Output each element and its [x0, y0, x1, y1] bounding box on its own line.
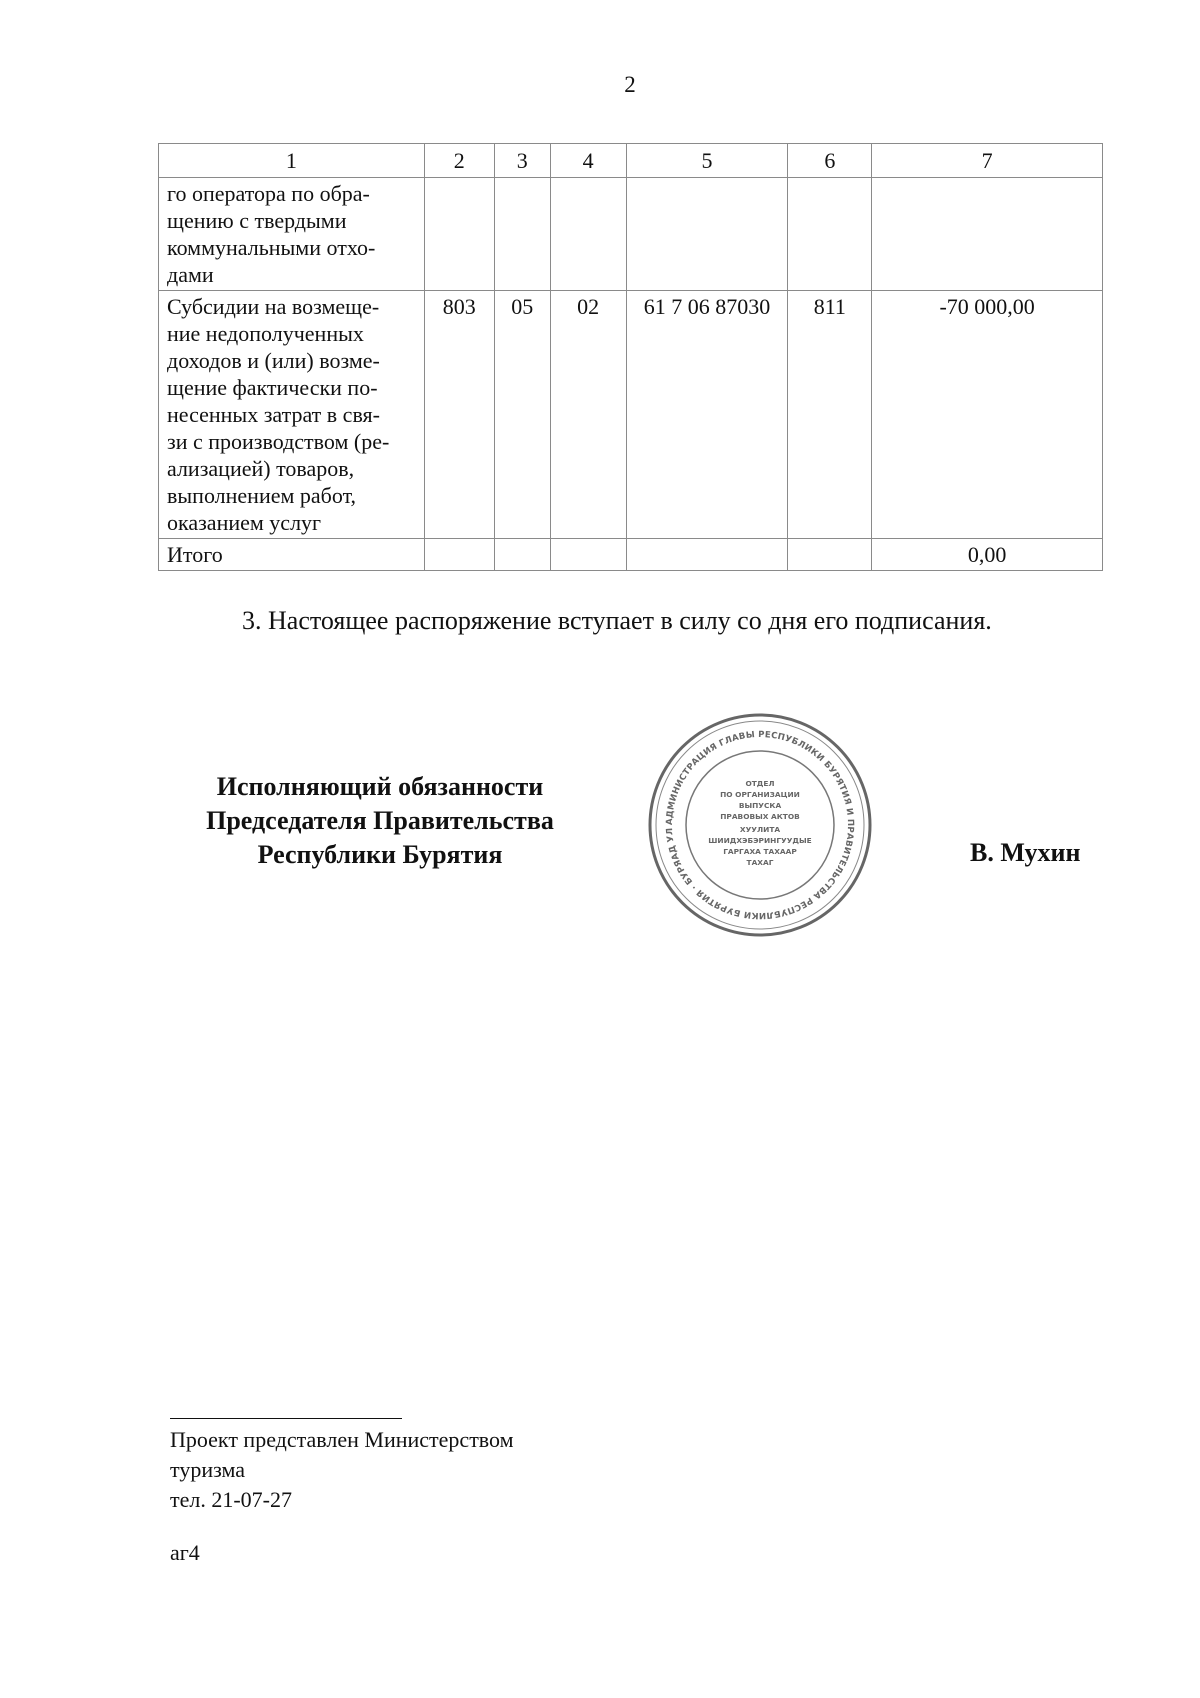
table-cell-total-amount: 0,00 [872, 539, 1103, 571]
table-cell-amount: -70 000,00 [872, 291, 1103, 539]
seal-inner-text: ВЫПУСКА [738, 801, 782, 810]
signer-title-line: Исполняющий обязанности [216, 772, 544, 801]
signer-title [160, 770, 600, 872]
table-cell-description: го оператора по обра- щению с твердыми коммунальными отхо- дами [159, 178, 425, 291]
table-cell [494, 539, 550, 571]
clause-paragraph: 3. Настоящее распоряжение вступает в силу со дня его подписания. [242, 606, 992, 635]
seal-graphic [645, 710, 875, 940]
signer-title-line: Председателя Правительства [206, 806, 554, 835]
table-cell [494, 178, 550, 291]
column-header: 3 [494, 144, 550, 178]
table-cell [626, 539, 788, 571]
seal-inner-text: ХУУЛИТА [739, 825, 781, 834]
table-cell [550, 178, 626, 291]
table-cell-subsection: 02 [550, 291, 626, 539]
table-cell-expense-type: 811 [788, 291, 872, 539]
table-cell [424, 178, 494, 291]
seal-inner-text: ОТДЕЛ [745, 779, 775, 788]
signer-name: В. Мухин [970, 838, 1081, 867]
table-cell [550, 539, 626, 571]
seal-inner-text: ПРАВОВЫХ АКТОВ [720, 812, 800, 821]
table-cell [424, 539, 494, 571]
page-number: 2 [624, 72, 636, 97]
seal-inner-text: ТАХАГ [746, 858, 774, 867]
table-row [159, 291, 1103, 539]
seal-inner-text: ПО ОРГАНИЗАЦИИ [720, 790, 800, 799]
table-cell [626, 178, 788, 291]
table-cell-description: Субсидии на возмеще- ние недополученных доходов и (или) возме- щение фактически по- несенных затрат в свя- зи с производством (ре- ализацией) товаров, выполнением работ, оказанием услуг [159, 291, 425, 539]
table-cell [788, 539, 872, 571]
footnote-line: тел. 21-07-27 [170, 1487, 293, 1512]
column-header: 6 [788, 144, 872, 178]
footnote-divider [170, 1418, 402, 1419]
table-row [159, 178, 1103, 291]
signer-title-line: Республики Бурятия [257, 840, 503, 869]
table-header-row [159, 144, 1103, 178]
column-header: 2 [424, 144, 494, 178]
table-cell-total-label: Итого [159, 539, 425, 571]
seal-inner-text: ГАРГАХА ТАХААР [723, 847, 797, 856]
document-code: аг4 [170, 1540, 200, 1565]
column-header: 7 [872, 144, 1103, 178]
budget-table [158, 143, 1103, 571]
column-header: 1 [159, 144, 425, 178]
table-row-total [159, 539, 1103, 571]
table-cell [872, 178, 1103, 291]
footnote-line: Проект представлен Министерством [170, 1427, 514, 1452]
footnote [170, 1425, 514, 1515]
table-cell-target-article: 61 7 06 87030 [626, 291, 788, 539]
footnote-line: туризма [170, 1457, 246, 1482]
table-cell-section: 05 [494, 291, 550, 539]
column-header: 5 [626, 144, 788, 178]
table-cell [788, 178, 872, 291]
column-header: 4 [550, 144, 626, 178]
official-seal [645, 710, 875, 940]
seal-inner-text: ШИИДХЭБЭРИНГУУДЫЕ [708, 836, 812, 845]
seal-outer-text: АДМИНИСТРАЦИЯ ГЛАВЫ РЕСПУБЛИКИ БУРЯТИЯ И ПРАВИТЕЛЬСТВА РЕСПУБЛИКИ БУРЯТИЯ · БУРЯАД УЛ [664, 729, 856, 921]
table-cell-ministry-code: 803 [424, 291, 494, 539]
